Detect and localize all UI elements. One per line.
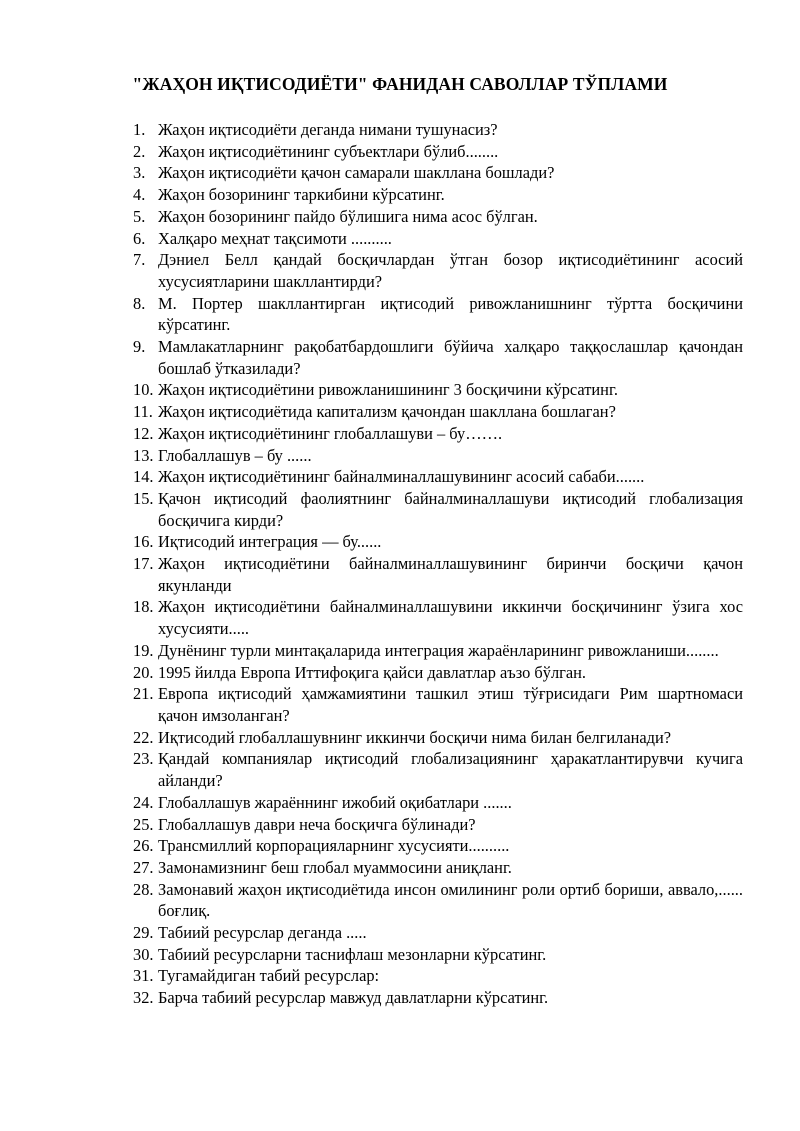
question-text: Жаҳон иқтисодиётини ривожланишининг 3 босқичини кўрсатинг.: [158, 380, 618, 400]
question-number: 32.: [133, 988, 154, 1008]
question-text: 1995 йилда Европа Иттифоқига қайси давлатлар аъзо бўлган.: [158, 662, 587, 682]
question-number: 10.: [133, 380, 154, 400]
question-list: [133, 119, 743, 1009]
question-number: 23.: [133, 749, 154, 769]
page-title: "ЖАҲОН ИҚТИСОДИЁТИ" ФАНИДАН САВОЛЛАР ТЎПЛАМИ: [132, 74, 668, 94]
question-number: 7.: [133, 250, 146, 270]
question-number: 13.: [133, 445, 154, 465]
question-item: [133, 141, 743, 163]
question-text: Иқтисодий глобаллашувнинг иккинчи босқичи нима билан белгиланади?: [158, 727, 672, 747]
question-number: 6.: [133, 228, 146, 248]
question-text: Табиий ресурсларни таснифлаш мезонларни кўрсатинг.: [158, 944, 547, 964]
question-item: [133, 401, 743, 423]
question-text: Дунёнинг турли минтақаларида интеграция жараёнларининг ривожланиши........: [158, 640, 719, 660]
question-number: 27.: [133, 857, 154, 877]
question-text: Қачон иқтисодий фаолиятнинг байналминаллашуви иқтисодий глобализация босқичига кирди?: [158, 488, 743, 530]
question-item: [133, 857, 743, 879]
question-text: Тугамайдиган табий ресурслар:: [158, 966, 380, 986]
question-item: [133, 792, 743, 814]
question-number: 16.: [133, 532, 154, 552]
question-item: [133, 423, 743, 445]
question-text: Жаҳон иқтисодиётини байналминаллашувини иккинчи босқичининг ўзига хос хусусияти.....: [158, 597, 743, 639]
question-item: [133, 596, 743, 639]
question-number: 1.: [133, 120, 146, 139]
question-number: 8.: [133, 293, 146, 313]
question-number: 5.: [133, 206, 146, 226]
question-text: Жаҳон иқтисодиётининг субъектлари бўлиб........: [158, 141, 499, 161]
question-text: Глобаллашув жараённинг ижобий оқибатлари .......: [158, 792, 512, 812]
question-text: Қандай компаниялар иқтисодий глобализациянинг ҳаракатлантирувчи кучига айланди?: [158, 749, 743, 791]
question-item: [133, 293, 743, 336]
question-text: Глобаллашув даври неча босқичга бўлинади?: [158, 814, 476, 834]
question-text: Трансмиллий корпорацияларнинг хусусияти..........: [158, 836, 510, 856]
question-text: Жаҳон иқтисодиётида капитализм қачондан шаклланa бошлаган?: [158, 402, 616, 422]
question-number: 2.: [133, 141, 146, 161]
question-item: [133, 748, 743, 791]
question-number: 4.: [133, 185, 146, 205]
question-text: Жаҳон иқтисодиёти деганда нимани тушунасиз?: [158, 120, 498, 139]
question-text: Табиий ресурслар деганда .....: [158, 923, 367, 943]
question-text: Жаҳон бозорининг пайдо бўлишига нима асос бўлган.: [158, 206, 538, 226]
question-number: 22.: [133, 727, 154, 747]
question-item: [133, 683, 743, 726]
question-item: [133, 228, 743, 250]
question-text: Жаҳон иқтисодиёти қачон самарали шакллана бошлади?: [158, 163, 555, 183]
question-item: [133, 162, 743, 184]
question-number: 21.: [133, 684, 154, 704]
question-number: 30.: [133, 944, 154, 964]
question-number: 28.: [133, 879, 154, 899]
question-item: [133, 944, 743, 966]
question-number: 20.: [133, 662, 154, 682]
question-item: [133, 379, 743, 401]
question-text: Иқтисодий интеграция — бу......: [158, 532, 382, 552]
question-item: [133, 249, 743, 292]
question-item: [133, 488, 743, 531]
question-item: [133, 835, 743, 857]
question-number: 11.: [133, 402, 153, 422]
question-item: [133, 445, 743, 467]
question-text: Европа иқтисодий ҳамжамиятини ташкил этиш тўғрисидаги Рим шартномаси қачон имзоланган?: [158, 684, 743, 725]
question-text: М. Портер шакллантирган иқтисодий ривожланишнинг тўртта босқичини кўрсатинг.: [158, 293, 743, 335]
question-text: Жаҳон иқтисодиётини байналминаллашувининг биринчи босқичи қачон якунланди: [158, 554, 743, 595]
question-text: Барча табиий ресурслар мавжуд давлатларни кўрсатинг.: [158, 988, 549, 1008]
question-number: 19.: [133, 640, 154, 660]
question-item: [133, 119, 743, 141]
question-number: 31.: [133, 966, 154, 986]
question-text: Жаҳон бозорининг таркибини кўрсатинг.: [158, 185, 445, 205]
question-number: 18.: [133, 597, 154, 617]
question-item: [133, 965, 743, 987]
question-item: [133, 553, 743, 596]
question-text: Замонавий жаҳон иқтисодиётида инсон омилининг роли ортиб бориши, аввало,...... боғлиқ.: [158, 879, 743, 921]
question-item: [133, 879, 743, 922]
question-number: 14.: [133, 467, 154, 487]
question-number: 26.: [133, 836, 154, 856]
question-text: Жаҳон иқтисодиётининг глобаллашуви – бу…….: [158, 423, 503, 443]
question-item: [133, 206, 743, 228]
question-item: [133, 531, 743, 553]
question-number: 25.: [133, 814, 154, 834]
question-text: Халқаро меҳнат тақсимоти ..........: [158, 228, 392, 248]
question-text: Глобаллашув – бу ......: [158, 445, 312, 465]
question-number: 24.: [133, 792, 154, 812]
question-item: [133, 662, 743, 684]
question-item: [133, 184, 743, 206]
question-item: [133, 727, 743, 749]
question-item: [133, 922, 743, 944]
question-text: Жаҳон иқтисодиётининг байналминаллашувининг асосий сабаби.......: [158, 467, 645, 487]
question-number: 9.: [133, 337, 146, 357]
question-text: Мамлакатларнинг рақобатбардошлиги бўйича халқаро таққослашлар қачондан бошлаб ўтказилади?: [158, 337, 743, 378]
question-item: [133, 336, 743, 379]
question-item: [133, 814, 743, 836]
question-number: 15.: [133, 488, 154, 508]
question-number: 17.: [133, 554, 154, 574]
question-number: 12.: [133, 423, 154, 443]
question-item: [133, 466, 743, 488]
question-text: Дэниел Белл қандай босқичлардан ўтган бозор иқтисодиётининг асосий хусусиятларини шакллантирди?: [158, 250, 743, 291]
question-item: [133, 640, 743, 662]
question-text: Замонамизнинг беш глобал муаммосини аниқланг.: [158, 857, 512, 877]
question-number: 3.: [133, 163, 146, 183]
question-item: [133, 987, 743, 1009]
question-number: 29.: [133, 923, 154, 943]
